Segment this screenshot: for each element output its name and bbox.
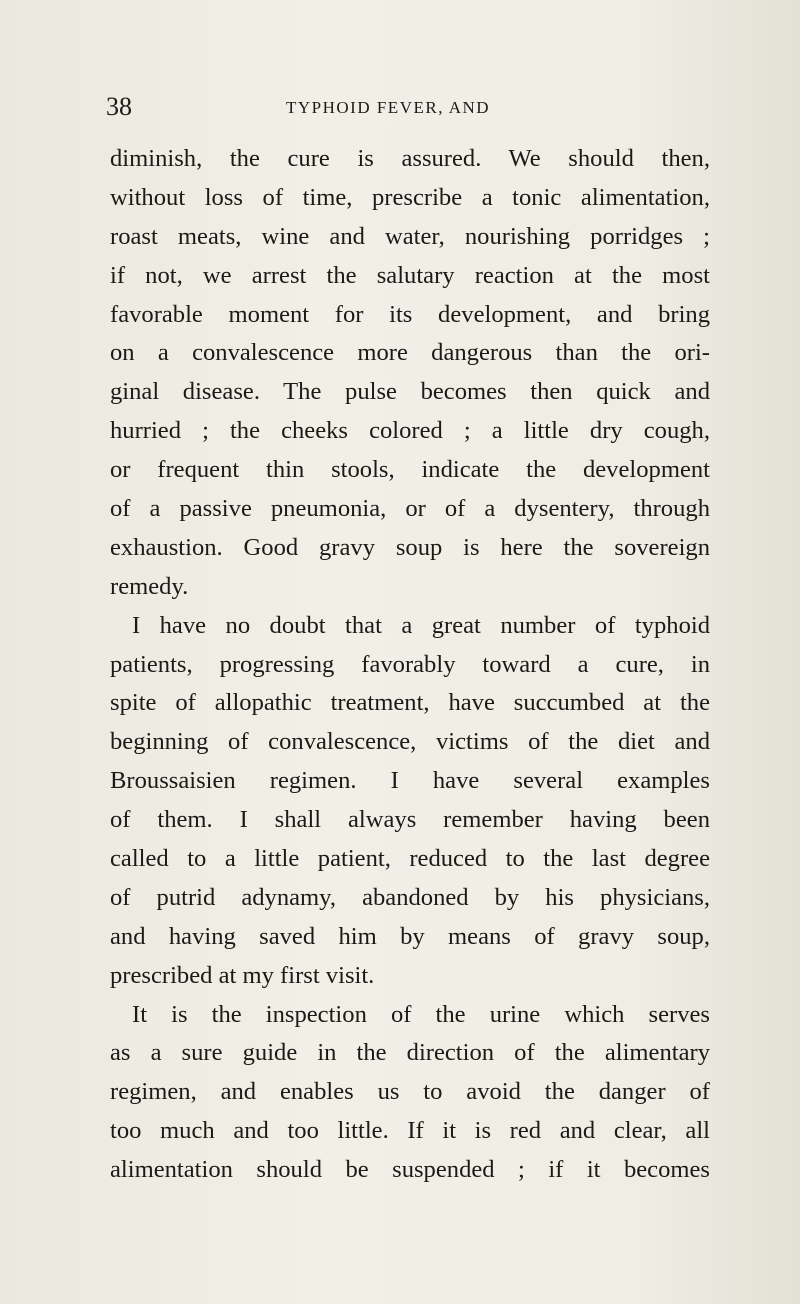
text-line: Broussaisien regimen. I have several examples <box>110 767 710 795</box>
body-text <box>110 140 710 1190</box>
text-line: without loss of time, prescribe a tonic alimentation, <box>110 183 710 211</box>
text-line: ginal disease. The pulse becomes then quick and <box>110 378 710 406</box>
text-line: called to a little patient, reduced to the last degree <box>110 845 710 873</box>
text-line: as a sure guide in the direction of the alimentary <box>110 1039 710 1067</box>
text-line: or frequent thin stools, indicate the development <box>110 456 710 484</box>
text-line: alimentation should be suspended ; if it becomes <box>110 1156 710 1184</box>
text-line: exhaustion. Good gravy soup is here the sovereign <box>110 533 710 561</box>
text-line: It is the inspection of the urine which serves <box>132 1000 710 1028</box>
text-line: of a passive pneumonia, or of a dysentery, through <box>110 495 710 523</box>
page-number: 38 <box>106 92 132 121</box>
running-head-title: TYPHOID FEVER, AND <box>286 98 491 117</box>
text-line: prescribed at my first visit. <box>110 961 375 989</box>
text-line: spite of allopathic treatment, have succumbed at the <box>110 689 710 717</box>
text-line: if not, we arrest the salutary reaction at the most <box>110 261 710 289</box>
text-line: regimen, and enables us to avoid the danger of <box>110 1078 710 1106</box>
text-line: roast meats, wine and water, nourishing porridges ; <box>110 222 710 250</box>
running-head <box>106 92 706 122</box>
text-line: favorable moment for its development, and bring <box>110 300 710 328</box>
text-line: and having saved him by means of gravy soup, <box>110 922 710 950</box>
text-line: of them. I shall always remember having been <box>110 806 710 834</box>
text-line: on a convalescence more dangerous than the ori- <box>110 339 710 367</box>
text-line: of putrid adynamy, abandoned by his physicians, <box>110 883 710 911</box>
text-line: I have no doubt that a great number of typhoid <box>132 611 710 639</box>
text-line: remedy. <box>110 572 189 600</box>
text-line: beginning of convalescence, victims of the diet and <box>110 728 710 756</box>
text-line: too much and too little. If it is red and clear, all <box>110 1117 710 1145</box>
text-line: diminish, the cure is assured. We should then, <box>110 145 710 172</box>
text-line: hurried ; the cheeks colored ; a little dry cough, <box>110 417 710 445</box>
text-line: patients, progressing favorably toward a cure, in <box>110 650 710 678</box>
